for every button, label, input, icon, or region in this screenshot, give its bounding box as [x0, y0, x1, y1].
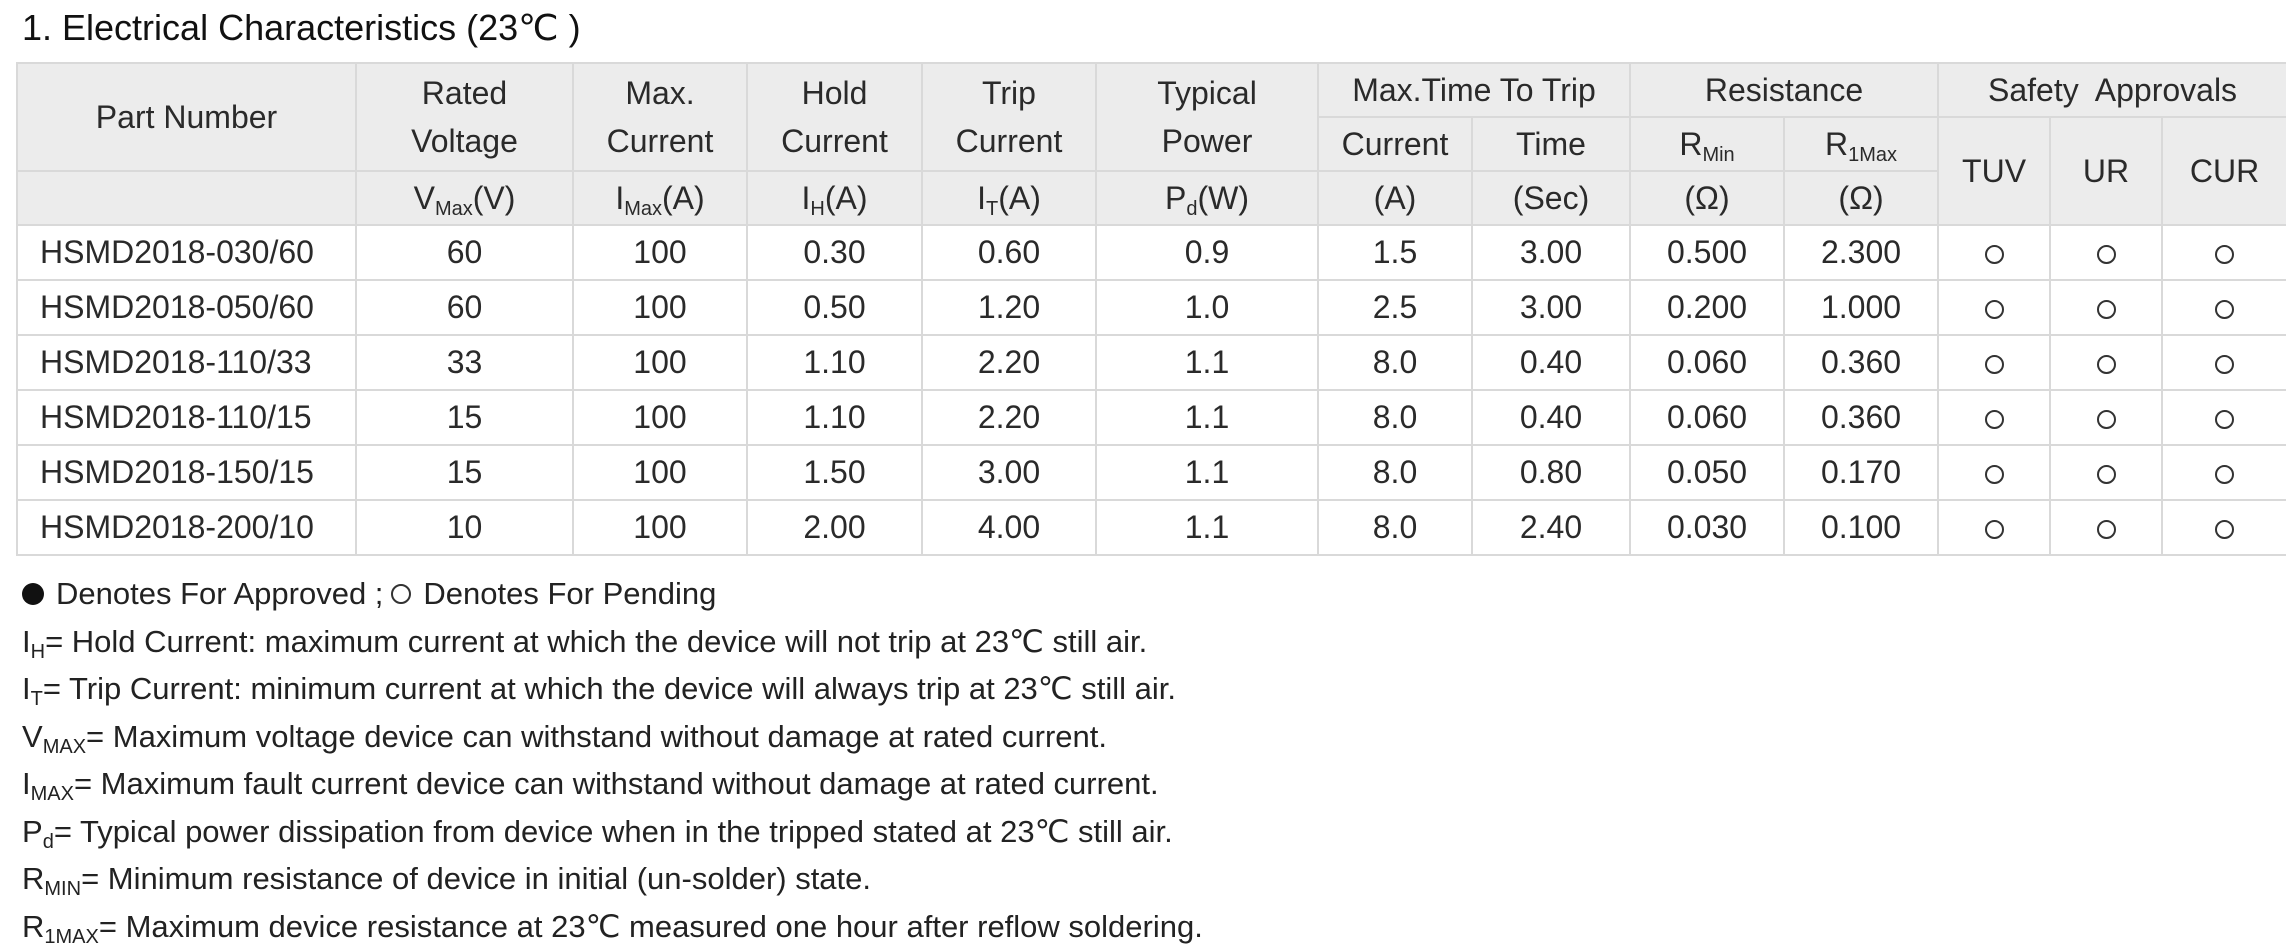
pending-circle-icon [2215, 465, 2234, 484]
typical-power-cell: 1.1 [1096, 335, 1318, 390]
r-1max-cell: 0.170 [1784, 445, 1938, 500]
time-to-trip-current-cell: 1.5 [1318, 225, 1472, 280]
hold-current-cell: 0.30 [747, 225, 922, 280]
r-1max-cell: 0.100 [1784, 500, 1938, 555]
time-to-trip-current-cell: 8.0 [1318, 500, 1472, 555]
header-hold-current: Hold Current [747, 63, 922, 171]
legend-line [22, 570, 1203, 618]
pending-circle-icon [1985, 465, 2004, 484]
tuv-cell [1938, 280, 2050, 335]
trip-current-cell: 3.00 [922, 445, 1096, 500]
header-time-to-trip-time: Time [1472, 117, 1630, 171]
header-r-1max: $R_{1Max}$ [1784, 117, 1938, 171]
time-to-trip-current-cell: 8.0 [1318, 390, 1472, 445]
trip-current-cell: 0.60 [922, 225, 1096, 280]
header-part-number: Part Number [17, 63, 356, 171]
ur-cell [2050, 500, 2162, 555]
unit-ohm-min: (Ω) [1630, 171, 1784, 225]
part-number-cell: HSMD2018-110/33 [17, 335, 356, 390]
definition-rmin: $R_{MIN}=$ Minimum resistance of device in initial (un-solder) state. [22, 855, 1203, 903]
time-to-trip-current-cell: 8.0 [1318, 445, 1472, 500]
pending-circle-icon [2097, 520, 2116, 539]
r-1max-cell: 0.360 [1784, 390, 1938, 445]
r-min-cell: 0.060 [1630, 335, 1784, 390]
part-number-cell: HSMD2018-110/15 [17, 390, 356, 445]
tuv-cell [1938, 335, 2050, 390]
hold-current-cell: 0.50 [747, 280, 922, 335]
tuv-cell [1938, 390, 2050, 445]
table-row [17, 445, 2286, 500]
r-min-cell: 0.060 [1630, 390, 1784, 445]
ur-cell [2050, 335, 2162, 390]
tuv-cell [1938, 500, 2050, 555]
trip-current-cell: 2.20 [922, 335, 1096, 390]
hold-current-cell: 1.10 [747, 390, 922, 445]
table-header [17, 63, 2286, 225]
trip-current-cell: 1.20 [922, 280, 1096, 335]
header-cur: CUR [2162, 117, 2286, 225]
ur-cell [2050, 280, 2162, 335]
page-title: 1. Electrical Characteristics (23℃ ) [22, 4, 581, 52]
header-resistance: Resistance [1630, 63, 1938, 117]
rated-voltage-cell: 60 [356, 280, 573, 335]
rated-voltage-cell: 60 [356, 225, 573, 280]
table-row [17, 390, 2286, 445]
definition-vmax: $V_{MAX}=$ Maximum voltage device can withstand without damage at rated current. [22, 713, 1203, 761]
cur-cell [2162, 335, 2286, 390]
ur-cell [2050, 390, 2162, 445]
tuv-cell [1938, 225, 2050, 280]
pending-circle-icon [2215, 245, 2234, 264]
r-1max-cell: 2.300 [1784, 225, 1938, 280]
time-to-trip-time-cell: 2.40 [1472, 500, 1630, 555]
hold-current-cell: 1.50 [747, 445, 922, 500]
part-number-cell: HSMD2018-150/15 [17, 445, 356, 500]
cur-cell [2162, 445, 2286, 500]
table-row [17, 225, 2286, 280]
rated-voltage-cell: 10 [356, 500, 573, 555]
typical-power-cell: 1.0 [1096, 280, 1318, 335]
header-safety-approvals: Safety Approvals [1938, 63, 2286, 117]
table-row [17, 280, 2286, 335]
unit-vmax: $V_{Max}(V)$ [356, 171, 573, 225]
unit-ohm-max: (Ω) [1784, 171, 1938, 225]
cur-cell [2162, 390, 2286, 445]
header-rated-voltage: Rated Voltage [356, 63, 573, 171]
typical-power-cell: 0.9 [1096, 225, 1318, 280]
header-max-time-to-trip: Max.Time To Trip [1318, 63, 1630, 117]
table-row [17, 335, 2286, 390]
hollow-circle-icon [391, 584, 411, 604]
pending-circle-icon [1985, 300, 2004, 319]
typical-power-cell: 1.1 [1096, 445, 1318, 500]
tuv-cell [1938, 445, 2050, 500]
typical-power-cell: 1.1 [1096, 500, 1318, 555]
ur-cell [2050, 445, 2162, 500]
pending-circle-icon [2097, 465, 2116, 484]
max-current-cell: 100 [573, 390, 747, 445]
time-to-trip-time-cell: 3.00 [1472, 225, 1630, 280]
hold-current-cell: 2.00 [747, 500, 922, 555]
pending-circle-icon [2097, 300, 2116, 319]
rated-voltage-cell: 15 [356, 390, 573, 445]
max-current-cell: 100 [573, 225, 747, 280]
part-number-cell: HSMD2018-030/60 [17, 225, 356, 280]
trip-current-cell: 2.20 [922, 390, 1096, 445]
pending-circle-icon [2097, 410, 2116, 429]
r-1max-cell: 1.000 [1784, 280, 1938, 335]
unit-ih: $I_H(A)$ [747, 171, 922, 225]
header-blank [17, 171, 356, 225]
r-1max-cell: 0.360 [1784, 335, 1938, 390]
max-current-cell: 100 [573, 335, 747, 390]
time-to-trip-time-cell: 3.00 [1472, 280, 1630, 335]
pending-circle-icon [2215, 355, 2234, 374]
unit-a: (A) [1318, 171, 1472, 225]
definition-it: $I_T=$ Trip Current: minimum current at which the device will always trip at 23℃ still air. [22, 665, 1203, 713]
unit-pd: $P_d(W)$ [1096, 171, 1318, 225]
pending-circle-icon [2215, 410, 2234, 429]
time-to-trip-time-cell: 0.40 [1472, 335, 1630, 390]
filled-circle-icon [22, 583, 44, 605]
r-min-cell: 0.200 [1630, 280, 1784, 335]
hold-current-cell: 1.10 [747, 335, 922, 390]
header-trip-current: Trip Current [922, 63, 1096, 171]
definition-pd: $P_d=$ Typical power dissipation from device when in the tripped stated at 23℃ still air. [22, 808, 1203, 856]
pending-circle-icon [2215, 300, 2234, 319]
legend-pending-text: Denotes For Pending [423, 576, 716, 611]
ur-cell [2050, 225, 2162, 280]
header-typical-power: Typical Power [1096, 63, 1318, 171]
part-number-cell: HSMD2018-200/10 [17, 500, 356, 555]
time-to-trip-time-cell: 0.40 [1472, 390, 1630, 445]
pending-circle-icon [2097, 245, 2116, 264]
time-to-trip-time-cell: 0.80 [1472, 445, 1630, 500]
pending-circle-icon [1985, 520, 2004, 539]
r-min-cell: 0.050 [1630, 445, 1784, 500]
cur-cell [2162, 280, 2286, 335]
legend-approved-text: Denotes For Approved ; [56, 576, 383, 611]
typical-power-cell: 1.1 [1096, 390, 1318, 445]
table-body [17, 225, 2286, 555]
header-max-current: Max. Current [573, 63, 747, 171]
r-min-cell: 0.500 [1630, 225, 1784, 280]
pending-circle-icon [1985, 410, 2004, 429]
notes-section [22, 570, 1203, 950]
pending-circle-icon [2215, 520, 2234, 539]
electrical-characteristics-table [16, 62, 2286, 556]
unit-imax: $I_{Max}(A)$ [573, 171, 747, 225]
time-to-trip-current-cell: 2.5 [1318, 280, 1472, 335]
max-current-cell: 100 [573, 500, 747, 555]
definition-r1max: $R_{1MAX}=$ Maximum device resistance at 23℃ measured one hour after reflow soldering. [22, 903, 1203, 950]
unit-sec: (Sec) [1472, 171, 1630, 225]
max-current-cell: 100 [573, 280, 747, 335]
definition-ih: $I_H=$ Hold Current: maximum current at which the device will not trip at 23℃ still air. [22, 618, 1203, 666]
rated-voltage-cell: 33 [356, 335, 573, 390]
part-number-cell: HSMD2018-050/60 [17, 280, 356, 335]
unit-it: $I_T(A)$ [922, 171, 1096, 225]
header-time-to-trip-current: Current [1318, 117, 1472, 171]
r-min-cell: 0.030 [1630, 500, 1784, 555]
time-to-trip-current-cell: 8.0 [1318, 335, 1472, 390]
pending-circle-icon [1985, 245, 2004, 264]
pending-circle-icon [1985, 355, 2004, 374]
cur-cell [2162, 500, 2286, 555]
header-tuv: TUV [1938, 117, 2050, 225]
header-r-min: $R_{Min}$ [1630, 117, 1784, 171]
header-ur: UR [2050, 117, 2162, 225]
definition-imax: $I_{MAX}=$ Maximum fault current device can withstand without damage at rated current. [22, 760, 1203, 808]
table-row [17, 500, 2286, 555]
max-current-cell: 100 [573, 445, 747, 500]
trip-current-cell: 4.00 [922, 500, 1096, 555]
pending-circle-icon [2097, 355, 2116, 374]
cur-cell [2162, 225, 2286, 280]
rated-voltage-cell: 15 [356, 445, 573, 500]
